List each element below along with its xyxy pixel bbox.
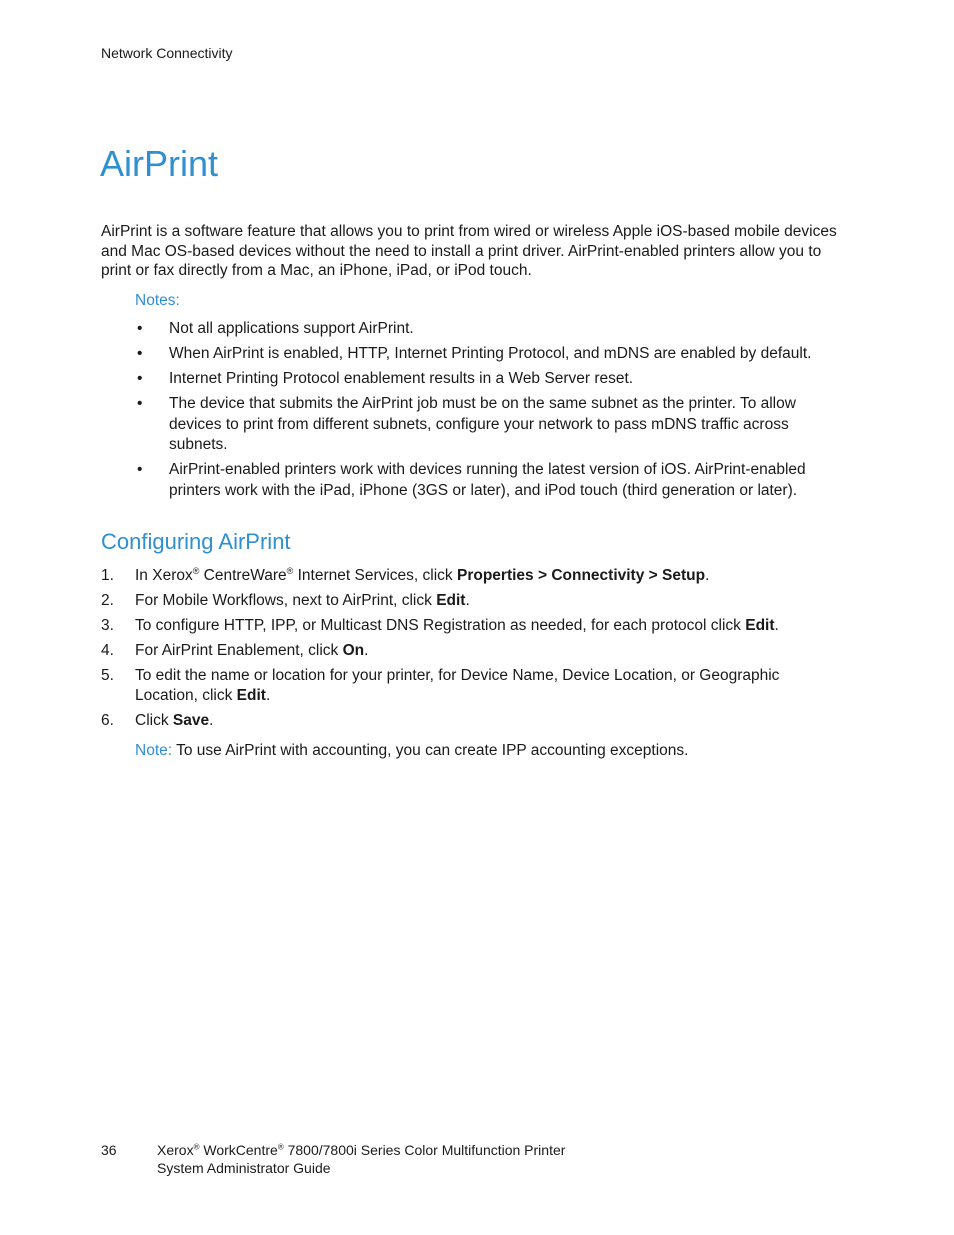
note-text: To use AirPrint with accounting, you can create IPP accounting exceptions. <box>172 742 689 759</box>
path-separator: > <box>533 567 552 584</box>
registered-mark: ® <box>286 565 294 576</box>
steps-list <box>101 566 841 736</box>
step-text: To edit the name or location for your printer, for Device Name, Device Location, or Geographic Location, click <box>135 667 780 704</box>
bullet-icon: • <box>137 320 143 337</box>
step-text: . <box>705 567 710 584</box>
footer-model: 7800/7800i Series Color Multifunction Printer <box>283 1142 566 1158</box>
section-title: Configuring AirPrint <box>101 529 291 554</box>
note-item-text: AirPrint-enabled printers work with devices running the latest version of iOS. AirPrint-enabled printers work with the iPad, iPhone (3GS or later), and iPod touch (third generation or later). <box>169 461 806 499</box>
step-text: Internet Services, click <box>293 567 457 584</box>
step-number: 1. <box>101 567 114 584</box>
note-item <box>135 369 850 390</box>
step-item <box>101 711 841 731</box>
step-number: 3. <box>101 617 114 634</box>
note-item <box>135 394 850 456</box>
footer-guide-name: System Administrator Guide <box>157 1160 331 1176</box>
step-item <box>101 641 841 661</box>
step-number: 2. <box>101 592 114 609</box>
ui-term: Edit <box>436 592 466 609</box>
registered-mark: ® <box>277 1142 284 1152</box>
note-item-text: Internet Printing Protocol enablement results in a Web Server reset. <box>169 370 634 387</box>
ui-term: Save <box>172 712 210 729</box>
step-text: . <box>209 712 214 729</box>
notes-label: Notes: <box>135 292 180 309</box>
step-text: . <box>774 617 779 634</box>
step-item <box>101 591 841 611</box>
bullet-icon: • <box>137 345 143 362</box>
note-item-text: Not all applications support AirPrint. <box>169 320 414 337</box>
ui-term: Connectivity <box>551 567 645 584</box>
step-item <box>101 566 841 586</box>
ui-term: Edit <box>745 617 775 634</box>
footer-product: WorkCentre <box>199 1142 278 1158</box>
ui-term: On <box>342 642 365 659</box>
step-text: For Mobile Workflows, next to AirPrint, click <box>135 592 437 609</box>
step-number: 5. <box>101 667 114 684</box>
note-item <box>135 460 850 501</box>
bullet-icon: • <box>137 461 143 478</box>
note-item <box>135 344 850 365</box>
step-text: . <box>465 592 470 609</box>
accounting-note <box>135 741 688 760</box>
registered-mark: ® <box>192 565 200 576</box>
footer-page-number: 36 <box>101 1142 117 1158</box>
step-item <box>101 666 841 706</box>
footer-product-title <box>157 1141 565 1177</box>
note-item-text: The device that submits the AirPrint job must be on the same subnet as the printer. To allow devices to print from different subnets, configure your network to pass mDNS traffic across subnets. <box>169 395 796 453</box>
footer-brand: Xerox <box>157 1142 194 1158</box>
registered-mark: ® <box>193 1142 200 1152</box>
step-text: For AirPrint Enablement, click <box>135 642 343 659</box>
notes-list <box>135 319 850 506</box>
step-number: 4. <box>101 642 114 659</box>
intro-paragraph: AirPrint is a software feature that allows you to print from wired or wireless Apple iOS-based mobile devices and Mac OS-based devices without the need to install a print driver. AirPrint-enabled printers allow you to print or fax directly from a Mac, an iPhone, iPad, or iPod touch. <box>101 223 837 279</box>
note-item <box>135 319 850 340</box>
path-separator: > <box>644 567 663 584</box>
bullet-icon: • <box>137 370 143 387</box>
ui-term: Edit <box>236 687 266 704</box>
step-text: . <box>364 642 369 659</box>
bullet-icon: • <box>137 395 143 412</box>
page-title: AirPrint <box>100 143 219 184</box>
note-item-text: When AirPrint is enabled, HTTP, Internet Printing Protocol, and mDNS are enabled by default. <box>169 345 812 362</box>
step-text: To configure HTTP, IPP, or Multicast DNS Registration as needed, for each protocol click <box>135 617 746 634</box>
ui-term: Setup <box>662 567 706 584</box>
step-number: 6. <box>101 712 114 729</box>
step-item <box>101 616 841 636</box>
note-label: Note: <box>135 742 173 759</box>
running-header: Network Connectivity <box>101 45 233 61</box>
ui-term: Properties <box>456 567 534 584</box>
step-text: . <box>265 687 271 704</box>
step-text: In Xerox <box>135 567 193 584</box>
step-text: Click <box>135 712 173 729</box>
step-text: CentreWare <box>199 567 287 584</box>
